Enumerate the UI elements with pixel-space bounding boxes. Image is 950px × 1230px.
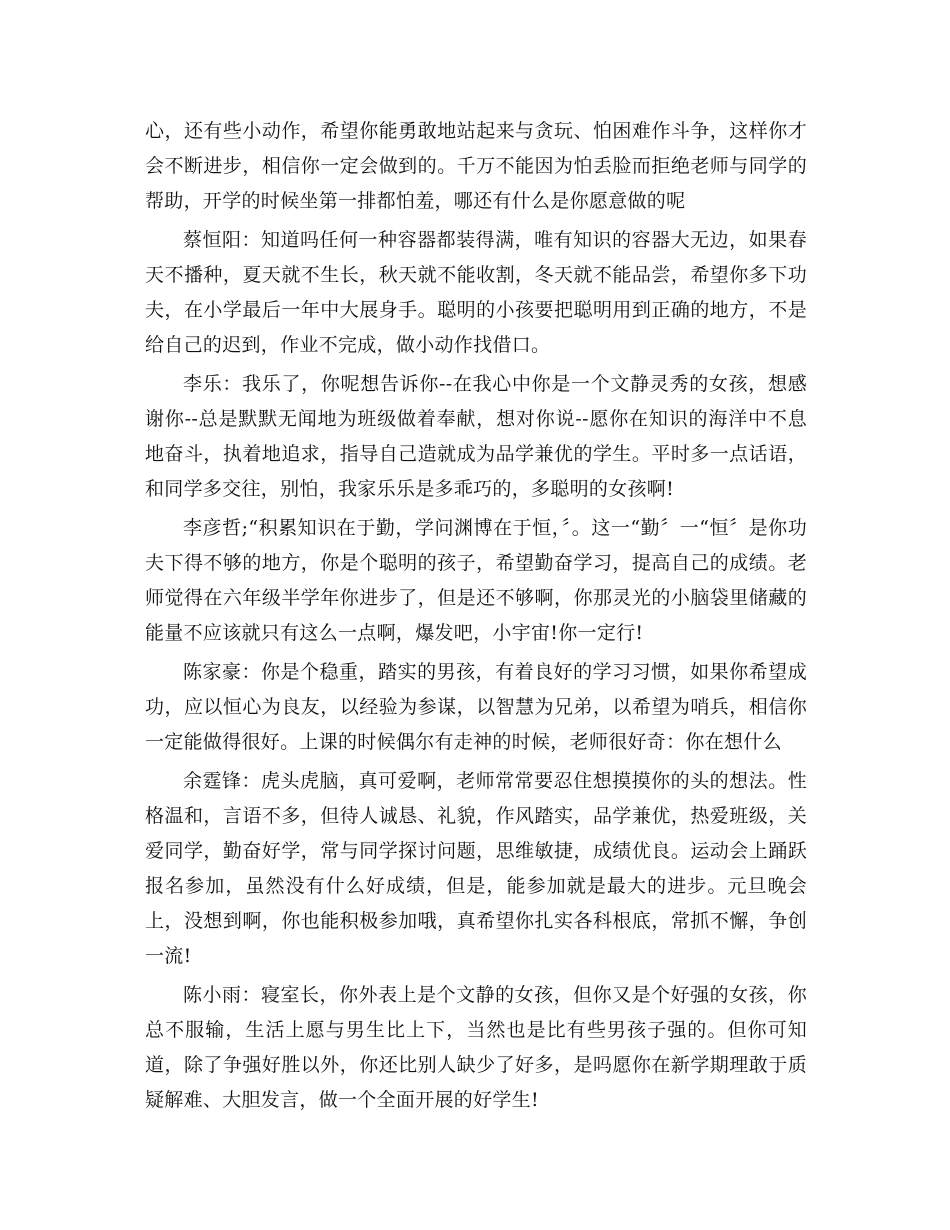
- paragraph-yu-tingfeng: 余霆锋：虎头虎脑，真可爱啊，老师常常要忍住想摸摸你的头的想法。性格温和，言语不多，但待人诚恳、礼貌，作风踏实，品学兼优，热爱班级，关爱同学，勤奋好学，常与同学探讨问题，思维敏捷，成绩优良。运动会上踊跃报名参加，虽然没有什么好成绩，但是，能参加就是最大的进步。元旦晚会上，没想到啊，你也能积极参加哦，真希望你扎实各科根底，常抓不懈，争创一流!: [145, 770, 807, 967]
- paragraph-continuation: 心，还有些小动作，希望你能勇敢地站起来与贪玩、怕困难作斗争，这样你才会不断进步，相信你一定会做到的。千万不能因为怕丢脸而拒绝老师与同学的帮助，开学的时候坐第一排都怕羞，哪还有什么是你愿意做的呢: [145, 120, 807, 212]
- paragraph-cai-hengyang: 蔡恒阳：知道吗任何一种容器都装得满，唯有知识的容器大无边，如果春天不播种，夏天就不生长，秋天就不能收割，冬天就不能品尝，希望你多下功夫，在小学最后一年中大展身手。聪明的小孩要把聪明用到正确的地方，不是给自己的迟到，作业不完成，做小动作找借口。: [145, 229, 807, 356]
- paragraph-li-le: 李乐：我乐了，你呢想告诉你--在我心中你是一个文静灵秀的女孩，想感谢你--总是默默无闻地为班级做着奉献，想对你说--愿你在知识的海洋中不息地奋斗，执着地追求，指导自己造就成为品学兼优的学生。平时多一点话语，和同学多交往，别怕，我家乐乐是多乖巧的，多聪明的女孩啊!: [145, 373, 807, 500]
- paragraph-chen-xiaoyu: 陈小雨：寝室长，你外表上是个文静的女孩，但你又是个好强的女孩，你总不服输，生活上愿与男生比上下，当然也是比有些男孩子强的。但你可知道，除了争强好胜以外，你还比别人缺少了好多，是吗愿你在新学期理敢于质疑解难、大胆发言，做一个全面开展的好学生!: [145, 984, 807, 1111]
- paragraph-chen-jiahao: 陈家豪：你是个稳重，踏实的男孩，有着良好的学习习惯，如果你希望成功，应以恒心为良友，以经验为参谋，以智慧为兄弟，以希望为哨兵，相信你一定能做得很好。上课的时候偶尔有走神的时候，老师很好奇：你在想什么: [145, 661, 807, 753]
- document-body: [145, 114, 807, 1118]
- paragraph-li-yanzhe: 李彦哲;“积累知识在于勤，学问渊博在于恒，〞。这一“勤〞一“恒〞是你功夫下得不够的地方，你是个聪明的孩子，希望勤奋学习，提高自己的成绩。老师觉得在六年级半学年你进步了，但是还不够啊，你那灵光的小脑袋里储藏的能量不应该就只有这么一点啊，爆发吧，小宇宙!你一定行!: [145, 517, 807, 644]
